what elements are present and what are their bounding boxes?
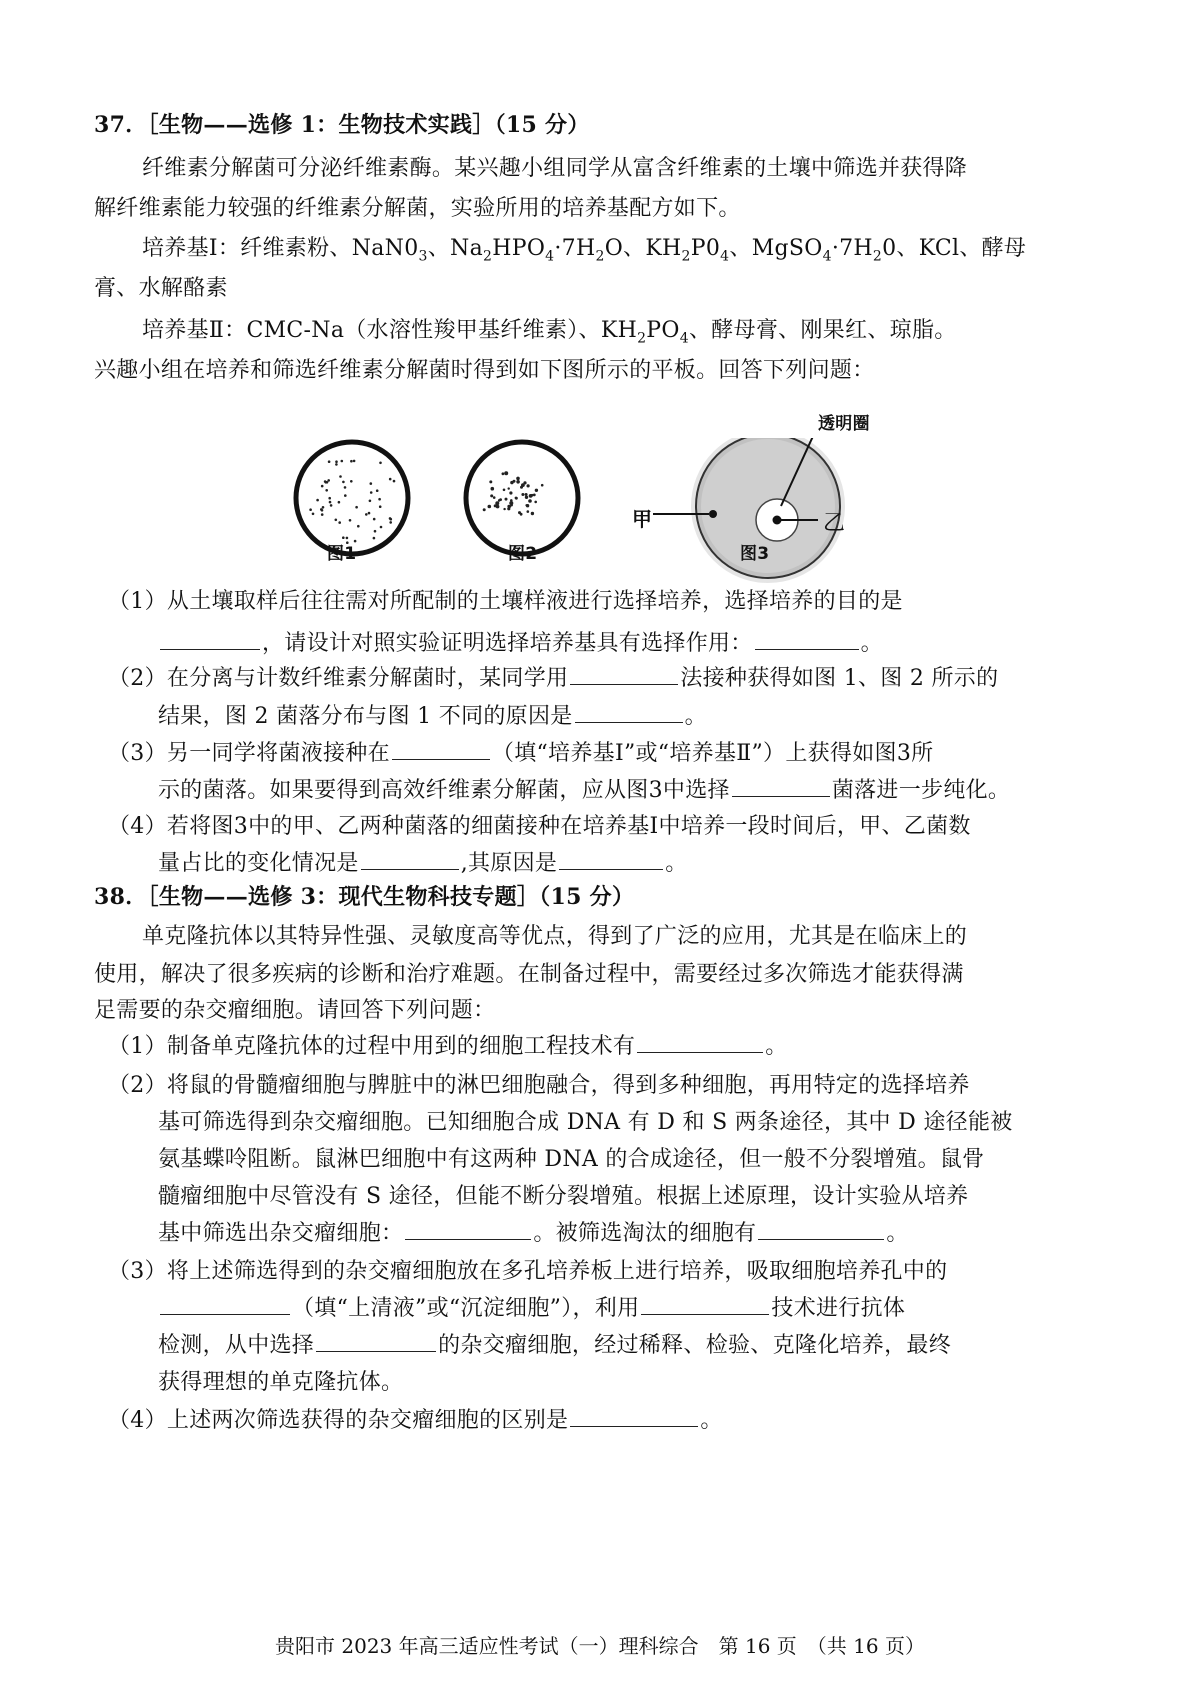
colony-dot	[330, 504, 333, 507]
colony-dot	[329, 501, 332, 504]
colony-yi	[773, 516, 782, 525]
answer-blank[interactable]	[641, 1294, 769, 1315]
colony-dot	[321, 513, 324, 516]
q37-part2-line2	[158, 702, 707, 732]
q38-part4-text: 。	[700, 1408, 723, 1433]
colony-dot	[344, 494, 347, 497]
q38-part4-text: （4）上述两次筛选获得的杂交瘤细胞的区别是	[108, 1408, 569, 1433]
colony-dot	[389, 521, 392, 524]
q37-part2-line1	[108, 664, 998, 694]
medium1-text: P0	[690, 236, 721, 261]
q37-part2-text: （2）在分离与计数纤维素分解菌时，某同学用	[108, 666, 569, 691]
colony-dot	[525, 493, 528, 496]
colony-dot	[344, 486, 347, 489]
colony-dot	[353, 460, 356, 463]
q37-part4-text: 量占比的变化情况是	[158, 851, 359, 876]
q37-part3-text: （填“培养基Ⅰ”或“培养基Ⅱ”）上获得如图3所	[491, 741, 934, 766]
colony-dot	[534, 501, 537, 504]
subscript: 2	[681, 248, 691, 265]
subscript: 4	[545, 248, 555, 265]
colony-dot	[369, 500, 372, 503]
medium2-text: 、酵母膏、刚果红、琼脂。	[688, 318, 957, 343]
q38-intro-line3: 足需要的杂交瘤细胞。请回答下列问题：	[94, 998, 496, 1023]
q38-part2-line2: 基可筛选得到杂交瘤细胞。已知细胞合成 DNA 有 D 和 S 两条途径，其中 D 途径能被	[158, 1110, 1013, 1135]
colony-dot	[350, 480, 353, 483]
colony-dot	[516, 480, 520, 484]
q37-intro-line3: 兴趣小组在培养和筛选纤维素分解菌时得到如下图所示的平板。回答下列问题：	[94, 358, 875, 383]
colony-dot	[520, 513, 523, 516]
colony-dot	[338, 521, 341, 524]
q37-part4-text: ,其原因是	[460, 851, 558, 876]
colony-dot	[541, 484, 544, 487]
medium2-text: PO	[646, 318, 680, 343]
answer-blank[interactable]	[559, 849, 663, 870]
colony-dot	[528, 499, 532, 503]
answer-blank[interactable]	[755, 629, 859, 650]
colony-dot	[390, 518, 393, 521]
colony-dot	[502, 472, 505, 475]
page-footer: 贵阳市 2023 年高三适应性考试（一）理科综合 第 16 页 （共 16 页）	[275, 1634, 925, 1658]
q37-header: 37．［生物——选修 1：生物技术实践］（15 分）	[94, 112, 590, 138]
subscript: 4	[720, 248, 730, 265]
answer-blank[interactable]	[316, 1331, 436, 1352]
q37-part4-line2	[158, 849, 688, 879]
label-yi: 乙	[823, 511, 846, 536]
colony-dot	[531, 512, 534, 515]
q37-part2-text: 结果，图 2 菌落分布与图 1 不同的原因是	[158, 704, 573, 729]
colony-dot	[504, 471, 508, 475]
colony-dot	[378, 498, 381, 501]
q38-part2-text: 。	[886, 1221, 909, 1246]
colony-dot	[370, 491, 373, 494]
colony-dot	[505, 498, 508, 501]
colony-dot	[328, 497, 331, 500]
q37-part1-text: ，请设计对照实验证明选择培养基具有选择作用：	[262, 631, 753, 656]
colony-dot	[312, 513, 315, 516]
medium1-text: O、KH	[604, 236, 682, 261]
colony-dot	[335, 460, 338, 463]
colony-dot	[516, 477, 520, 481]
colony-dot	[338, 501, 341, 504]
q38-part3-text: 的杂交瘤细胞，经过稀释、检验、克隆化培养，最终	[438, 1333, 952, 1358]
answer-blank[interactable]	[637, 1032, 763, 1053]
q37-part3-line2	[158, 776, 1010, 806]
q37-intro-line2: 解纤维素能力较强的纤维素分解菌，实验所用的培养基配方如下。	[94, 196, 741, 221]
colony-dot	[349, 519, 352, 522]
colony-jia	[709, 510, 717, 518]
colony-dot	[525, 504, 527, 506]
colony-dot	[491, 487, 495, 491]
answer-blank[interactable]	[160, 1294, 290, 1315]
colony-dot	[509, 501, 513, 505]
q38-intro-line2: 使用，解决了很多疾病的诊断和治疗难题。在制备过程中，需要经过多次筛选才能获得满	[94, 962, 964, 987]
answer-blank[interactable]	[361, 849, 459, 870]
q37-part3-text: （3）另一同学将菌液接种在	[108, 741, 390, 766]
colony-dot	[521, 493, 524, 496]
q38-part1-text: （1）制备单克隆抗体的过程中用到的细胞工程技术有	[108, 1034, 636, 1059]
colony-dot	[393, 480, 396, 483]
colony-dot	[322, 506, 325, 509]
answer-blank[interactable]	[570, 1406, 698, 1427]
colony-dot	[379, 505, 382, 508]
subscript: 4	[679, 330, 689, 347]
q37-medium1-line2: 膏、水解酪素	[94, 276, 228, 301]
q38-part1	[108, 1032, 788, 1062]
medium1-text: ·7H	[831, 236, 873, 261]
q37-part1-line2	[158, 629, 883, 659]
colony-dot	[335, 519, 338, 522]
q38-part2-line5	[158, 1219, 909, 1249]
answer-blank[interactable]	[392, 739, 490, 760]
answer-blank[interactable]	[758, 1219, 884, 1240]
colony-dot	[350, 460, 353, 463]
answer-blank[interactable]	[575, 702, 683, 723]
colony-dot	[503, 508, 505, 510]
q37-part3-text: 菌落进一步纯化。	[831, 778, 1011, 803]
q37-part3-text: 示的菌落。如果要得到高效纤维素分解菌，应从图3中选择	[158, 778, 730, 803]
medium1-text: 、Na	[427, 236, 484, 261]
q37-part1-text: 。	[860, 631, 883, 656]
colony-dot	[488, 505, 492, 509]
medium2-text: 培养基Ⅱ：CMC-Na（水溶性羧甲基纤维素）、KH	[142, 318, 638, 343]
subscript: 2	[872, 248, 883, 265]
figure1-plate	[296, 442, 408, 554]
colony-dot	[370, 482, 373, 485]
colony-dot	[374, 530, 377, 533]
colony-dot	[533, 494, 536, 497]
colony-dot	[389, 478, 392, 481]
q38-part3-text: （填“上清液”或“沉淀细胞”），利用	[292, 1296, 640, 1321]
colony-dot	[493, 496, 496, 499]
figure2-caption: 图2	[508, 544, 538, 564]
colony-dot	[535, 489, 538, 492]
q38-part2-line3: 氨基蝶呤阻断。鼠淋巴细胞中有这两种 DNA 的合成途径，但一般不分裂增殖。鼠骨	[158, 1147, 985, 1172]
colony-dot	[489, 480, 492, 483]
subscript: 4	[822, 248, 832, 265]
colony-dot	[373, 518, 376, 521]
answer-blank[interactable]	[570, 664, 678, 685]
colony-dot	[341, 460, 344, 463]
colony-dot	[309, 508, 312, 511]
q38-part3-text: 技术进行抗体	[771, 1296, 906, 1321]
colony-dot	[508, 487, 510, 489]
colony-dot	[379, 462, 382, 465]
colony-dot	[316, 499, 319, 502]
label-clear-zone: 透明圈	[818, 414, 870, 434]
q38-part3-line3	[158, 1331, 951, 1361]
q38-part4	[108, 1406, 723, 1436]
q37-part4-text: 。	[665, 851, 688, 876]
colony-dot	[376, 489, 379, 492]
colony-dot	[327, 479, 330, 482]
colony-dot	[335, 463, 338, 466]
colony-dot	[321, 509, 324, 512]
q38-part1-text: 。	[765, 1034, 788, 1059]
subscript: 3	[418, 248, 428, 265]
q38-part3-line4: 获得理想的单克隆抗体。	[158, 1370, 404, 1395]
colony-dot	[499, 498, 502, 501]
figure1-caption: 图1	[327, 544, 357, 564]
q38-part2-text: 。被筛选淘汰的细胞有	[533, 1221, 757, 1246]
colony-dot	[490, 494, 493, 497]
colony-dot	[373, 537, 376, 540]
colony-dot	[357, 525, 360, 528]
colony-dot	[365, 513, 368, 516]
label-jia: 甲	[632, 507, 653, 531]
subscript: 2	[483, 248, 493, 265]
q38-part2-line4: 髓瘤细胞中尽管没有 S 途径，但能不断分裂增殖。根据上述原理，设计实验从培养	[158, 1184, 969, 1209]
colony-dot	[328, 460, 331, 463]
q37-part2-text: 。	[684, 704, 707, 729]
colony-dot	[355, 506, 358, 509]
medium1-text: HPO	[492, 236, 546, 261]
colony-dot	[529, 494, 533, 498]
q38-part2-line1: （2）将鼠的骨髓瘤细胞与脾脏中的淋巴细胞融合，得到多种细胞，再用特定的选择培养	[108, 1073, 970, 1098]
q38-part2-text: 基中筛选出杂交瘤细胞：	[158, 1221, 404, 1246]
colony-dot	[342, 481, 345, 484]
q37-part4-line1: （4）若将图3中的甲、乙两种菌落的细菌接种在培养基Ⅰ中培养一段时间后，甲、乙菌数	[108, 814, 971, 839]
q37-part1-line1: （1）从土壤取样后往往需对所配制的土壤样液进行选择培养，选择培养的目的是	[108, 589, 903, 614]
colony-dot	[515, 497, 518, 500]
answer-blank[interactable]	[160, 629, 260, 650]
figure3-caption: 图3	[740, 544, 770, 564]
figure2-plate	[466, 442, 578, 554]
medium1-text: 、MgSO	[729, 236, 823, 261]
q37-part2-text: 法接种获得如图 1、图 2 所示的	[680, 666, 999, 691]
colony-dot	[380, 526, 383, 529]
q38-intro-line1: 单克隆抗体以其特异性强、灵敏度高等优点，得到了广泛的应用，尤其是在临床上的	[142, 924, 968, 949]
q38-part3-line2	[158, 1294, 905, 1324]
colony-dot	[324, 480, 327, 483]
q38-part3-line1: （3）将上述筛选得到的杂交瘤细胞放在多孔培养板上进行培养，吸取细胞培养孔中的	[108, 1259, 948, 1284]
q37-part3-line1	[108, 739, 933, 769]
answer-blank[interactable]	[405, 1219, 531, 1240]
colony-dot	[513, 480, 516, 483]
colony-dot	[503, 489, 506, 492]
colony-dot	[523, 481, 526, 484]
colony-dot	[509, 491, 512, 494]
colony-dot	[508, 505, 511, 508]
colony-dot	[527, 510, 530, 513]
answer-blank[interactable]	[732, 776, 830, 797]
q38-part3-text: 检测，从中选择	[158, 1333, 315, 1358]
q37-medium1	[142, 234, 1026, 271]
medium1-text: 0、KCl、酵母	[882, 236, 1027, 261]
subscript: 2	[595, 248, 605, 265]
medium1-text: 培养基Ⅰ：纤维素粉、NaN0	[142, 236, 419, 261]
colony-dot	[325, 489, 328, 492]
medium1-text: ·7H	[554, 236, 596, 261]
colony-dot	[368, 512, 371, 515]
colony-dot	[339, 475, 342, 478]
q37-intro-line1: 纤维素分解菌可分泌纤维素酶。某兴趣小组同学从富含纤维素的土壤中筛选并获得降	[142, 156, 968, 181]
colony-dot	[525, 496, 528, 499]
q37-medium2	[142, 316, 957, 353]
colony-dot	[483, 508, 486, 511]
colony-dot	[321, 485, 324, 488]
colony-dot	[496, 505, 500, 509]
subscript: 2	[637, 330, 647, 347]
colony-dot	[527, 484, 530, 487]
q38-header: 38．［生物——选修 3：现代生物科技专题］（15 分）	[94, 884, 635, 910]
